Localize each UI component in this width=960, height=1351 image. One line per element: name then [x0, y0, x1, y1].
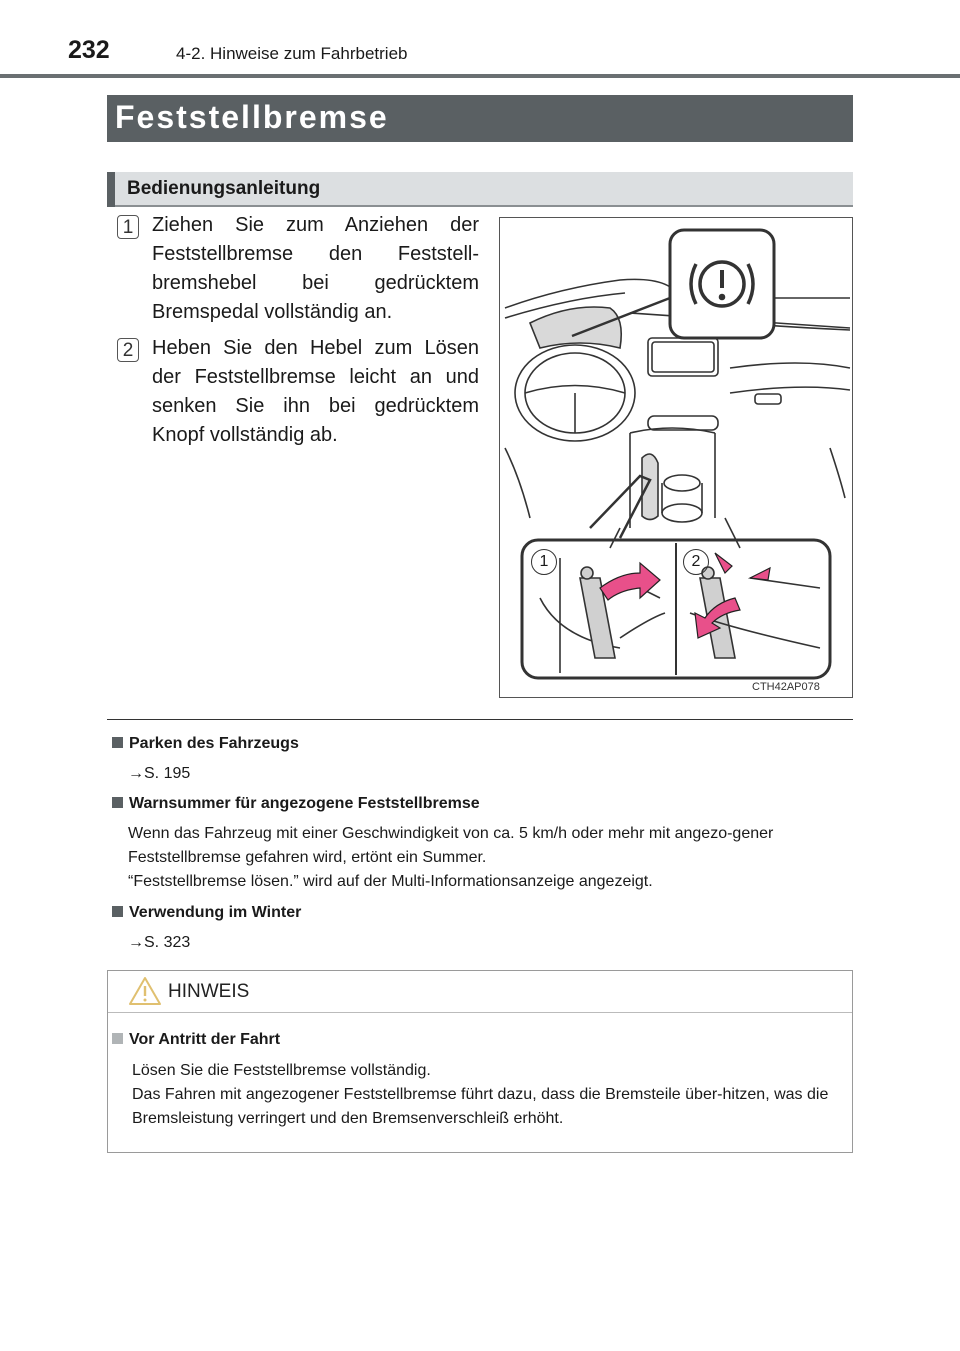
section-divider: [107, 719, 853, 720]
warning-body: Lösen Sie die Feststellbremse vollständig. Das Fahren mit angezogener Feststellbremse führt dazu, dass die Bremsteile über-hitzen, was die Bremsleistung verringert und den Bremsenverschleiß erhöht.: [132, 1062, 829, 1127]
illustration-svg: [500, 218, 852, 697]
figure-callout-2: 2: [683, 549, 709, 575]
warning-separator: [108, 1012, 852, 1013]
warning-triangle-icon: [128, 976, 162, 1006]
figure-callout-1: 1: [531, 549, 557, 575]
note-buzzer-body: Wenn das Fahrzeug mit einer Geschwindigkeit von ca. 5 km/h oder mehr mit angezo-gener Feststellbremse gefahren wird, ertönt ein Summer. “Feststellbremse lösen.” wird auf der Multi-Informationsanzeige angezeigt.: [128, 825, 774, 890]
step-1-number: 1: [117, 215, 139, 239]
page-title: Feststellbremse: [115, 99, 389, 135]
figure-code: CTH42AP078: [752, 681, 820, 693]
warning-label: HINWEIS: [168, 981, 250, 1002]
header-rule: [0, 74, 960, 78]
subheading: Bedienungsanleitung: [127, 178, 321, 199]
step-2-number: 2: [117, 338, 139, 362]
note-winter-heading: Verwendung im Winter: [112, 904, 301, 922]
note-buzzer-heading: Warnsummer für angezogene Feststellbremse: [112, 795, 480, 813]
page-number: 232: [68, 36, 110, 64]
warning-heading: Vor Antritt der Fahrt: [112, 1031, 280, 1049]
note-winter-body: →S. 323: [128, 934, 191, 951]
step-1-text: Ziehen Sie zum Anziehen der Feststellbremse den Feststell-bremshebel bei gedrücktem Bremspedal vollständig an.: [152, 214, 479, 323]
parking-brake-illustration: [499, 217, 853, 698]
note-parking-heading: Parken des Fahrzeugs: [112, 735, 299, 753]
subheading-marker: [107, 172, 115, 207]
note-parking-body: →S. 195: [128, 765, 191, 782]
step-2-text: Heben Sie den Hebel zum Lösen der Feststellbremse leicht an und senken Sie ihn bei gedrücktem Knopf vollständig ab.: [152, 337, 479, 446]
section-title: 4-2. Hinweise zum Fahrbetrieb: [176, 44, 408, 63]
